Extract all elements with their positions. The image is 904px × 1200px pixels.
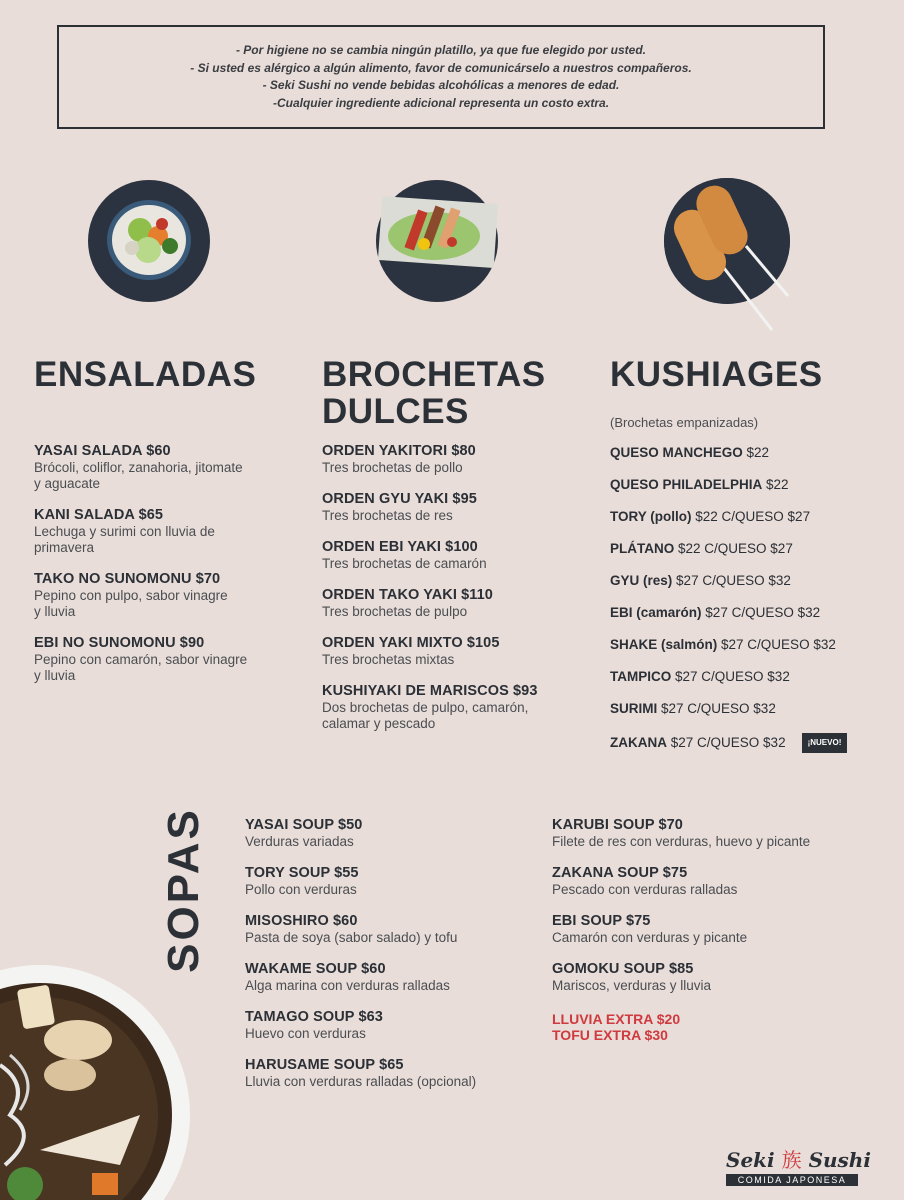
extra-tofu: TOFU EXTRA $30 [552, 1027, 668, 1043]
item-name: TAMAGO SOUP $63 [245, 1009, 383, 1025]
item-desc: Tres brochetas de pollo [322, 460, 463, 475]
item-desc: Tres brochetas de res [322, 508, 453, 523]
list-item [552, 913, 747, 946]
logo-wordmark [726, 1148, 871, 1172]
notice-box [57, 25, 825, 129]
item-desc: y lluvia [34, 604, 76, 619]
list-item [322, 635, 500, 668]
item-desc: primavera [34, 540, 95, 555]
list-item [552, 961, 711, 994]
item-name: QUESO PHILADELPHIA [610, 477, 763, 492]
item-name: EBI NO SUNOMONU $90 [34, 635, 205, 651]
item-name: ORDEN GYU YAKI $95 [322, 491, 477, 507]
item-name: YASAI SOUP $50 [245, 817, 363, 833]
new-badge: ¡NUEVO! [802, 733, 848, 753]
logo-subtitle: COMIDA JAPONESA [726, 1174, 858, 1186]
item-price: $27 C/QUESO $32 [675, 669, 790, 684]
logo-kanji: 族 [781, 1148, 802, 1172]
item-name: PLÁTANO [610, 541, 675, 556]
item-desc: Mariscos, verduras y lluvia [552, 978, 712, 993]
list-item [322, 443, 476, 476]
ensaladas-title: ENSALADAS [34, 355, 257, 394]
item-desc: Verduras variadas [245, 834, 354, 849]
item-name: TORY (pollo) [610, 509, 692, 524]
list-item [610, 477, 789, 493]
item-price: $27 C/QUESO $32 [676, 573, 791, 588]
item-name: EBI (camarón) [610, 605, 702, 620]
notice-line: -Cualquier ingrediente adicional representa un costo extra. [272, 95, 610, 110]
item-desc: Camarón con verduras y picante [552, 930, 748, 945]
brochetas-title-line1: BROCHETAS [322, 355, 546, 394]
item-price: $27 C/QUESO $32 [670, 735, 786, 750]
list-item [322, 683, 538, 732]
list-item [34, 443, 243, 492]
notice-line: - Si usted es alérgico a algún alimento, favor de comunicárselo a nuestros compañeros. [190, 60, 692, 75]
list-item [34, 507, 215, 556]
item-name: ZAKANA [610, 735, 667, 750]
item-desc: Tres brochetas mixtas [322, 652, 455, 667]
item-desc: Pescado con verduras ralladas [552, 882, 738, 897]
item-desc: Lechuga y surimi con lluvia de [34, 524, 215, 539]
item-desc: calamar y pescado [322, 716, 436, 731]
item-name: MISOSHIRO $60 [245, 913, 358, 929]
item-price: $27 C/QUESO $32 [721, 637, 836, 652]
item-name: KUSHIYAKI DE MARISCOS $93 [322, 683, 538, 699]
notice-line: - Por higiene no se cambia ningún platillo, ya que fue elegido por usted. [235, 43, 647, 57]
item-price: $27 C/QUESO $32 [705, 605, 821, 620]
item-desc: Pepino con pulpo, sabor vinagre [34, 588, 228, 603]
item-name: ZAKANA SOUP $75 [552, 865, 688, 881]
item-desc: Pollo con verduras [245, 882, 357, 897]
list-item [34, 571, 228, 620]
list-item [610, 669, 790, 685]
brochetas-title [322, 356, 546, 430]
item-name: SURIMI [610, 701, 658, 716]
list-item [610, 445, 769, 461]
list-item [245, 961, 450, 994]
item-name: TORY SOUP $55 [245, 865, 359, 881]
item-name: KARUBI SOUP $70 [552, 817, 683, 833]
kushiages-subtitle: (Brochetas empanizadas) [610, 415, 759, 430]
list-item [610, 605, 820, 621]
item-name: WAKAME SOUP $60 [245, 961, 386, 977]
list-item [245, 865, 359, 898]
item-price: $22 C/QUESO $27 [678, 541, 793, 556]
kushiages-title: KUSHIAGES [610, 355, 823, 394]
item-name: HARUSAME SOUP $65 [245, 1057, 404, 1073]
list-item [245, 1057, 476, 1090]
item-desc: Dos brochetas de pulpo, camarón, [322, 700, 529, 715]
item-name: TAMPICO [610, 669, 672, 684]
item-desc: Tres brochetas de camarón [322, 556, 487, 571]
kushiage-image [664, 178, 790, 304]
item-desc: y lluvia [34, 668, 76, 683]
item-desc: Filete de res con verduras, huevo y picante [552, 834, 811, 849]
item-name: GYU (res) [610, 573, 673, 588]
item-name: TAKO NO SUNOMONU $70 [34, 571, 221, 587]
item-desc: Huevo con verduras [245, 1026, 366, 1041]
sopas-title: SOPAS [159, 807, 208, 973]
list-item [322, 587, 493, 620]
skewers-image [376, 180, 498, 302]
item-desc: Pepino con camarón, sabor vinagre [34, 652, 248, 667]
item-desc: Brócoli, coliflor, zanahoria, jitomate [34, 460, 243, 475]
item-name: ORDEN YAKI MIXTO $105 [322, 635, 500, 651]
item-name: KANI SALADA $65 [34, 507, 164, 523]
extra-lluvia: LLUVIA EXTRA $20 [552, 1011, 681, 1027]
list-item [610, 541, 793, 557]
item-price: $27 C/QUESO $32 [661, 701, 776, 716]
item-desc: y aguacate [34, 476, 101, 491]
logo-word: Sushi [808, 1148, 871, 1172]
notice-line: - Seki Sushi no vende bebidas alcohólicas a menores de edad. [262, 78, 620, 92]
list-item [34, 635, 247, 684]
item-desc: Pasta de soya (sabor salado) y tofu [245, 930, 458, 945]
item-name: YASAI SALADA $60 [34, 443, 171, 459]
list-item [610, 637, 836, 653]
list-item [610, 573, 791, 589]
brand-logo [726, 1148, 871, 1186]
list-item [610, 509, 810, 525]
item-desc: Lluvia con verduras ralladas (opcional) [245, 1074, 477, 1089]
item-name: ORDEN EBI YAKI $100 [322, 539, 478, 555]
list-item [245, 913, 457, 946]
item-name: EBI SOUP $75 [552, 913, 651, 929]
list-item [245, 1009, 383, 1042]
list-item [610, 701, 776, 717]
item-price: $22 [746, 445, 770, 460]
item-name: GOMOKU SOUP $85 [552, 961, 694, 977]
item-price: $22 [766, 477, 789, 492]
brochetas-title-line2: DULCES [322, 392, 469, 431]
list-item [552, 817, 810, 850]
list-item [245, 817, 362, 850]
logo-word: Seki [726, 1148, 775, 1172]
item-desc: Tres brochetas de pulpo [322, 604, 468, 619]
item-price: $22 C/QUESO $27 [695, 509, 811, 524]
item-name: SHAKE (salmón) [610, 637, 718, 652]
item-desc: Alga marina con verduras ralladas [245, 978, 450, 993]
list-item [322, 539, 487, 572]
item-name: ORDEN YAKITORI $80 [322, 443, 476, 459]
soup-bowl-image [0, 915, 190, 1200]
list-item [552, 865, 737, 898]
list-item [610, 733, 847, 753]
item-name: ORDEN TAKO YAKI $110 [322, 587, 493, 603]
list-item [322, 491, 477, 524]
salad-image [88, 180, 210, 302]
item-name: QUESO MANCHEGO [610, 445, 743, 460]
